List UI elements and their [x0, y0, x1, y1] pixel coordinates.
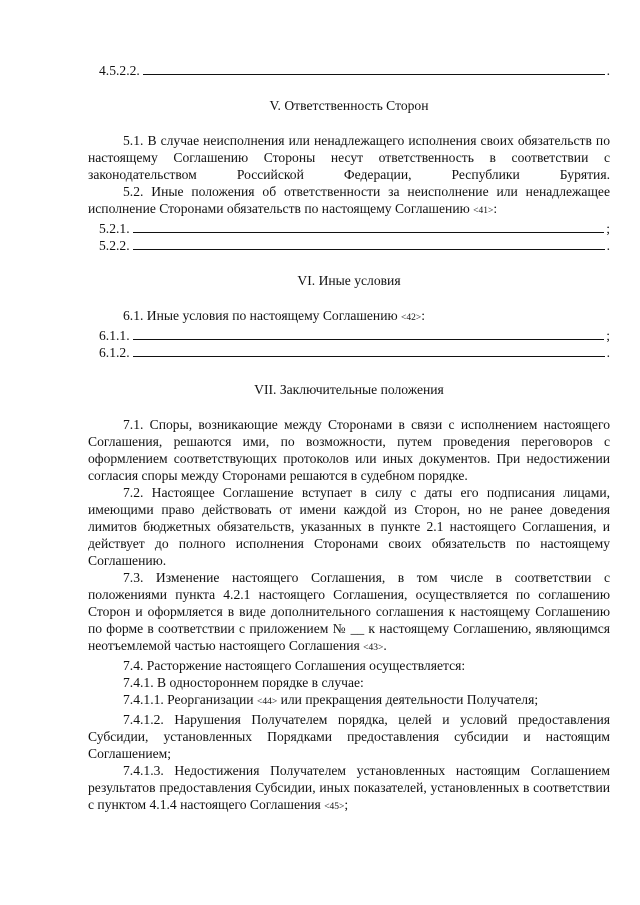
fill-in-line [133, 356, 605, 357]
clause-7-3: 7.3. Изменение настоящего Соглашения, в том числе в соответствии с положениями пункта 4.2.1 настоящего Соглашения, осуществляется по соглашению Сторон и оформляется в виде дополнительного соглашения к настоящему Соглашению по форме в соответствии с приложением № __ к настоящему Соглашению, являющимся неотъемлемой частью настоящего Соглашения <43>. [88, 570, 610, 653]
clause-7-1: 7.1. Споры, возникающие между Сторонами в связи с исполнением настоящего Соглашения, решаются ими, по возможности, путем проведения переговоров с оформлением соответствующих протоколов или иных документов. При недостижении согласия споры между Сторонами решаются в судебном порядке. [88, 417, 610, 483]
fill-in-line [133, 249, 605, 250]
section-heading-v: V. Ответственность Сторон [269, 98, 429, 113]
clause-7-4-1: 7.4.1. В одностороннем порядке в случае: [123, 675, 364, 690]
clause-7-4-1-2: 7.4.1.2. Нарушения Получателем порядка, целей и условий предоставления Субсидии, установленных Порядками предоставления субсидии и настоящим Соглашением; [88, 712, 610, 761]
clause-number: 6.1.2. [99, 345, 130, 360]
clause-6-1: 6.1. Иные условия по настоящему Соглашению <42>: [123, 308, 426, 323]
clause-5-2-2: 5.2.2. . [99, 238, 610, 253]
clause-7-2: 7.2. Настоящее Соглашение вступает в силу с даты его подписания лицами, имеющими право действовать от имени каждой из Сторон, но не ранее доведения лимитов бюджетных обязательств, указанных в пункте 2.1 настоящего Соглашения, и действует до полного исполнения Сторонами своих обязательств по настоящему Соглашению. [88, 485, 610, 568]
footnote-ref: <44> [256, 697, 278, 707]
clause-5-1: 5.1. В случае неисполнения или ненадлежащего исполнения своих обязательств по настоящему Соглашению Стороны несут ответственность в соответствии с законодательством Российской Федерации, Республики Бурятия. [88, 133, 610, 182]
clause-4-5-2-2: 4.5.2.2. . [99, 63, 610, 78]
clause-number: 4.5.2.2. [99, 63, 140, 78]
clause-7-4-1-3: 7.4.1.3. Недостижения Получателем установленных настоящим Соглашением результатов предоставления Субсидии, иных показателей, установленных в соответствии с пунктом 4.1.4 настоящего Соглашения <45>; [88, 763, 610, 812]
clause-7-4: 7.4. Расторжение настоящего Соглашения осуществляется: [123, 658, 466, 673]
clause-6-1-2: 6.1.2. . [99, 345, 610, 360]
section-heading-vii: VII. Заключительные положения [254, 382, 444, 397]
clause-5-2: 5.2. Иные положения об ответственности за неисполнение или ненадлежащее исполнение Сторонами обязательств по настоящему Соглашению <41>: [88, 184, 610, 216]
clause-7-4-1-1: 7.4.1.1. Реорганизации <44> или прекращения деятельности Получателя; [123, 692, 539, 707]
footnote-ref: <43> [363, 643, 384, 653]
clause-number: 5.2.2. [99, 238, 130, 253]
section-heading-vi: VI. Иные условия [297, 273, 401, 288]
footnote-ref: <41> [473, 206, 494, 216]
clause-number: 6.1.1. [99, 328, 130, 343]
clause-number: 5.2.1. [99, 221, 130, 236]
footnote-ref: <45> [324, 802, 345, 812]
clause-6-1-1: 6.1.1. ; [99, 328, 610, 343]
fill-in-line [133, 339, 605, 340]
document-content [88, 62, 610, 816]
fill-in-line [133, 232, 605, 233]
footnote-ref: <42> [401, 313, 422, 323]
fill-in-line [143, 74, 605, 75]
clause-5-2-1: 5.2.1. ; [99, 221, 610, 236]
